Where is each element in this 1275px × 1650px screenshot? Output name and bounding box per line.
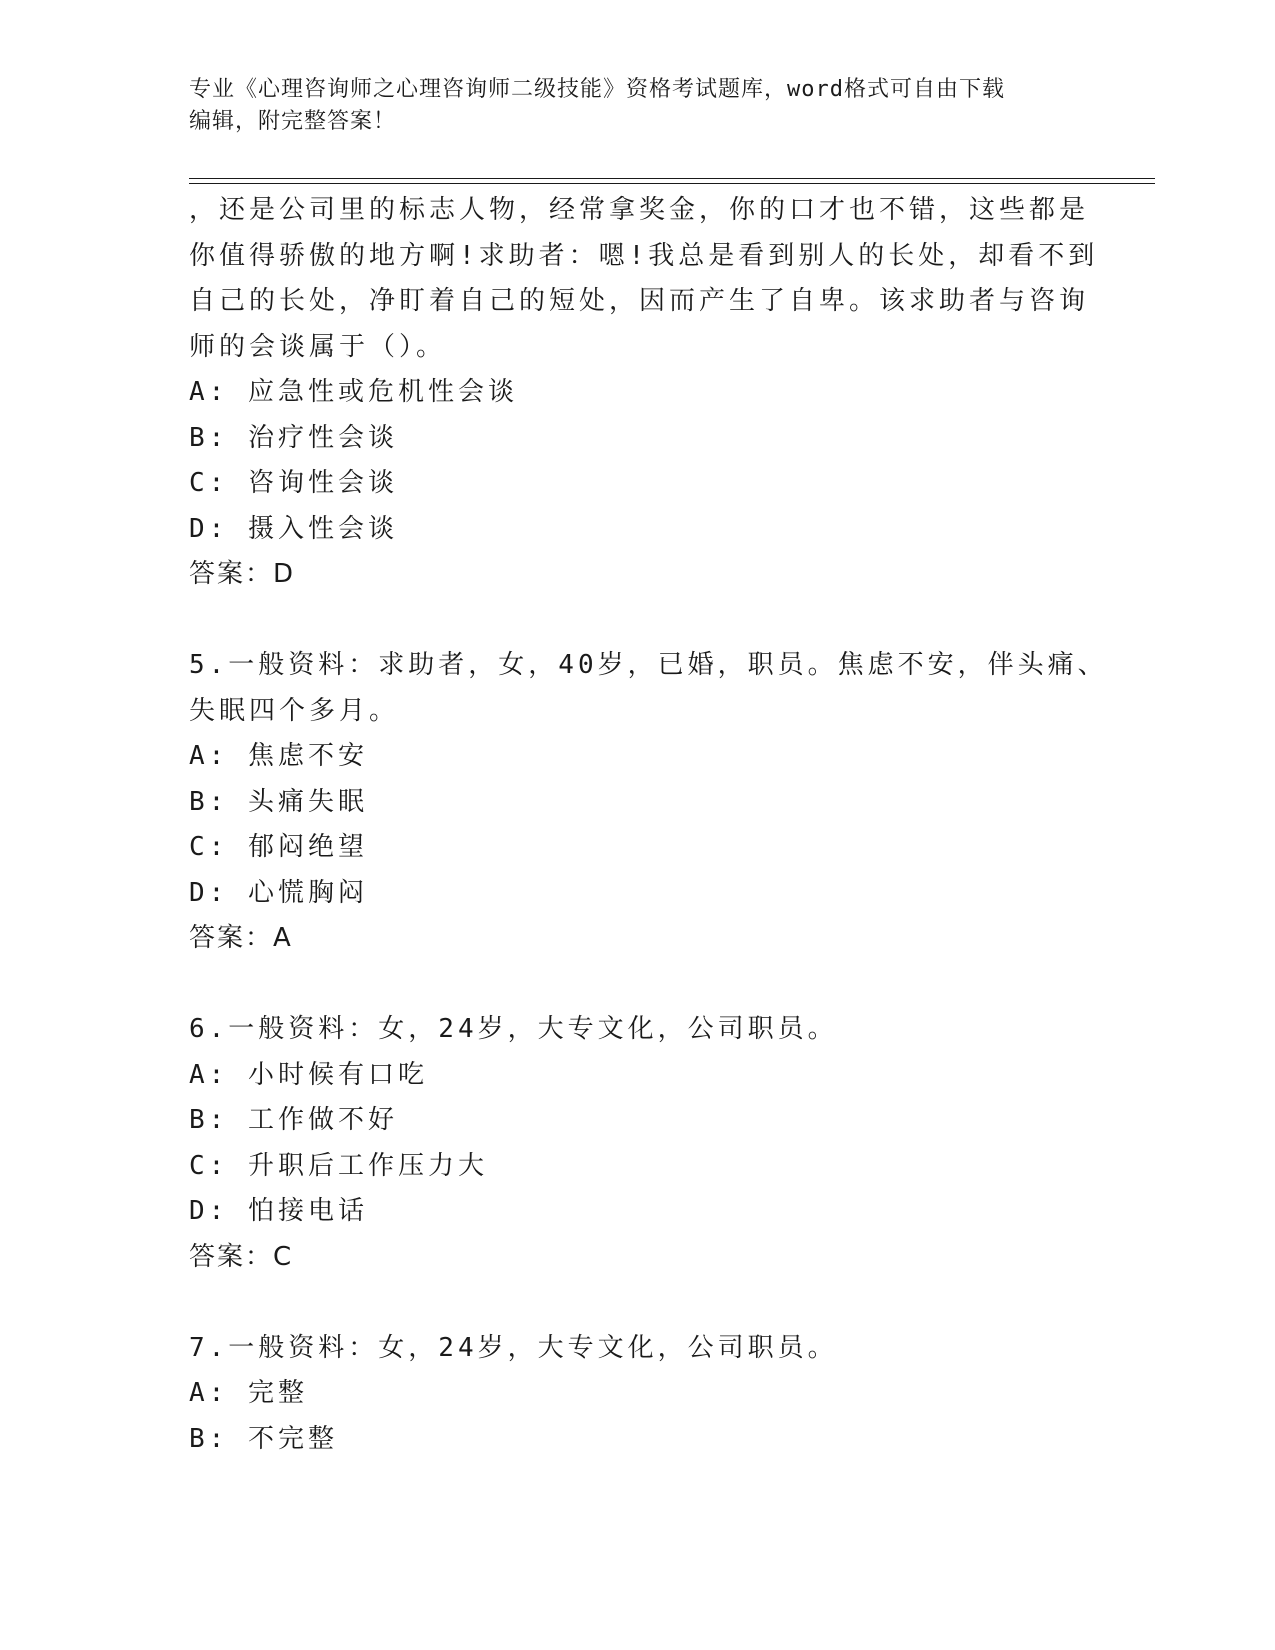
header-line-2: 编辑，附完整答案！ — [189, 109, 397, 134]
option-d: D: 怕接电话 — [189, 1196, 368, 1226]
option-a: A: 小时候有口吃 — [189, 1059, 428, 1090]
option-c: C: 郁闷绝望 — [189, 832, 368, 862]
question-text-line: 师的会谈属于（）。 — [189, 331, 447, 362]
spacer — [189, 962, 1089, 1008]
document-header — [189, 74, 1069, 138]
option-b: B: 工作做不好 — [189, 1105, 398, 1135]
header-rule-top — [189, 178, 1155, 179]
header-rule-bottom — [189, 183, 1155, 184]
question-text-line: 6.一般资料：女，24岁，大专文化，公司职员。 — [189, 1014, 838, 1044]
option-d: D: 心慌胸闷 — [189, 877, 368, 908]
question-text-line: ，还是公司里的标志人物，经常拿奖金，你的口才也不错，这些都是 — [189, 195, 1090, 225]
question-block-5 — [189, 643, 1108, 962]
question-block-7 — [189, 1326, 1089, 1463]
header-line-1: 专业《心理咨询师之心理咨询师二级技能》资格考试题库，word格式可自由下载 — [189, 77, 1005, 102]
question-text-line: 自己的长处，净盯着自己的短处，因而产生了自卑。该求助者与咨询 — [189, 286, 1090, 316]
spacer — [189, 1280, 1089, 1326]
option-a: A: 完整 — [189, 1378, 308, 1408]
spacer — [189, 598, 1089, 644]
answer-line: 答案：D — [189, 559, 296, 589]
question-text-line: 失眠四个多月。 — [189, 695, 400, 726]
option-c: C: 咨询性会谈 — [189, 468, 398, 498]
option-c: C: 升职后工作压力大 — [189, 1150, 488, 1181]
answer-line: 答案：C — [189, 1241, 294, 1272]
question-text-line: 你值得骄傲的地方啊!求助者：嗯!我总是看到别人的长处，却看不到 — [189, 240, 1099, 271]
option-a: A: 应急性或危机性会谈 — [189, 377, 518, 407]
answer-line: 答案：A — [189, 923, 293, 953]
question-text-line: 5.一般资料：求助者，女，40岁，已婚，职员。焦虑不安，伴头痛、 — [189, 650, 1108, 680]
question-block-continued — [189, 188, 1099, 598]
option-d: D: 摄入性会谈 — [189, 513, 398, 544]
option-a: A: 焦虑不安 — [189, 741, 368, 771]
option-b: B: 治疗性会谈 — [189, 422, 398, 453]
option-b: B: 头痛失眠 — [189, 786, 368, 817]
option-b: B: 不完整 — [189, 1423, 338, 1454]
question-block-6 — [189, 1007, 1089, 1280]
document-body — [189, 188, 1108, 1462]
question-text-line: 7.一般资料：女，24岁，大专文化，公司职员。 — [189, 1332, 838, 1363]
